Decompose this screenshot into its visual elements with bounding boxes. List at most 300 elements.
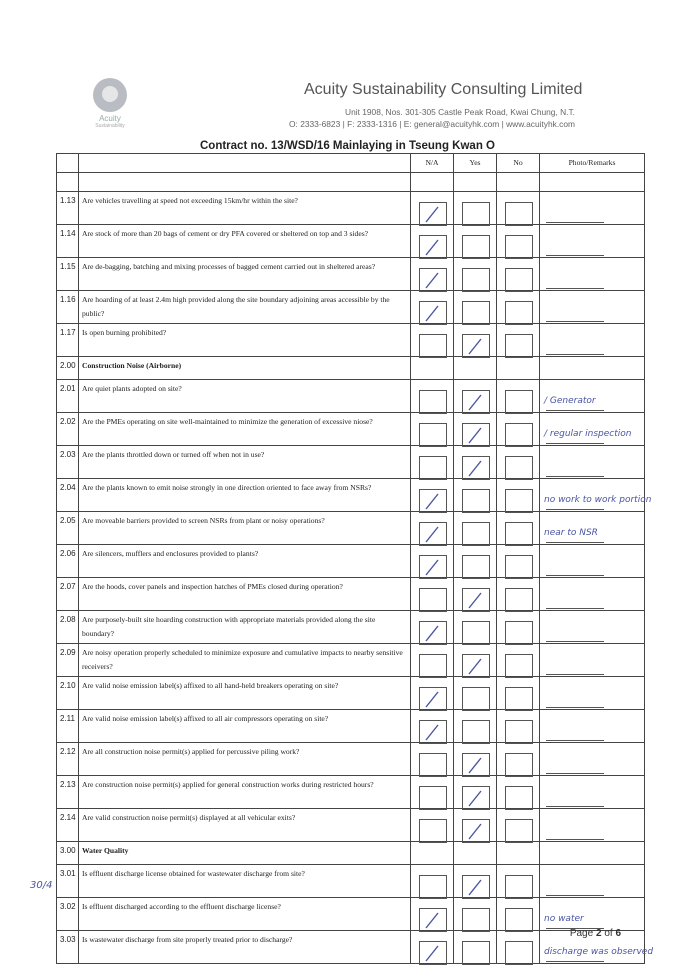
answer-cell-no xyxy=(497,291,540,324)
answer-cell-yes xyxy=(454,677,497,710)
answer-cell-no xyxy=(497,842,540,865)
item-question: Is effluent discharged according to the effluent discharge license? xyxy=(79,898,411,931)
item-question: Water Quality xyxy=(79,842,411,865)
tick-mark-icon xyxy=(420,236,446,258)
item-question: Are moveable barriers provided to screen NSRs from plant or noisy operations? xyxy=(79,512,411,545)
tick-mark-icon xyxy=(420,556,446,578)
page-total: 6 xyxy=(615,928,621,939)
item-number: 3.03 xyxy=(57,931,79,964)
section-heading-row xyxy=(57,357,645,380)
answer-cell-yes xyxy=(454,743,497,776)
item-question: Are vehicles travelling at speed not exceeding 15km/hr within the site? xyxy=(79,192,411,225)
remark-text: no work to work portion xyxy=(544,495,652,505)
logo-emblem-icon xyxy=(93,78,127,112)
checkbox-yes[interactable] xyxy=(462,786,490,810)
page-label: Page xyxy=(569,928,594,939)
checkbox-na[interactable] xyxy=(419,334,447,358)
checkbox-no[interactable] xyxy=(505,621,533,645)
checklist-row xyxy=(57,413,645,446)
checkbox-no[interactable] xyxy=(505,687,533,711)
company-name: Acuity Sustainability Consulting Limited xyxy=(304,81,583,98)
answer-cell-no xyxy=(497,865,540,898)
col-item xyxy=(79,154,411,173)
answer-cell-yes xyxy=(454,809,497,842)
col-na: N/A xyxy=(411,154,454,173)
remarks-cell xyxy=(540,611,645,644)
item-question: Are the plants throttled down or turned off when not in use? xyxy=(79,446,411,479)
answer-cell-na xyxy=(411,357,454,380)
remarks-line xyxy=(546,222,604,223)
answer-cell-na xyxy=(411,324,454,357)
remarks-cell xyxy=(540,446,645,479)
answer-cell-yes xyxy=(454,710,497,743)
answer-cell-na xyxy=(411,743,454,776)
checkbox-na[interactable] xyxy=(419,235,447,259)
checkbox-no[interactable] xyxy=(505,786,533,810)
remarks-cell xyxy=(540,776,645,809)
answer-cell-no xyxy=(497,357,540,380)
checkbox-no[interactable] xyxy=(505,423,533,447)
item-number: 1.16 xyxy=(57,291,79,324)
answer-cell-no xyxy=(497,380,540,413)
answer-cell-yes xyxy=(454,644,497,677)
checkbox-no[interactable] xyxy=(505,489,533,513)
remark-text: no water xyxy=(544,914,584,924)
checkbox-no[interactable] xyxy=(505,522,533,546)
page-number xyxy=(570,928,621,939)
remarks-cell xyxy=(540,578,645,611)
checklist-row xyxy=(57,710,645,743)
checkbox-na[interactable] xyxy=(419,621,447,645)
remarks-line xyxy=(546,674,604,675)
checkbox-yes[interactable] xyxy=(462,390,490,414)
checkbox-yes[interactable] xyxy=(462,720,490,744)
item-number: 1.14 xyxy=(57,225,79,258)
answer-cell-yes xyxy=(454,225,497,258)
answer-cell-no xyxy=(497,545,540,578)
answer-cell-no xyxy=(497,446,540,479)
checkbox-no[interactable] xyxy=(505,819,533,843)
remarks-line xyxy=(546,476,604,477)
answer-cell-no xyxy=(497,192,540,225)
item-number: 2.10 xyxy=(57,677,79,710)
item-number: 2.11 xyxy=(57,710,79,743)
answer-cell-yes xyxy=(454,512,497,545)
section-heading-row xyxy=(57,842,645,865)
checkbox-yes[interactable] xyxy=(462,875,490,899)
answer-cell-na xyxy=(411,842,454,865)
checkbox-na[interactable] xyxy=(419,522,447,546)
answer-cell-na xyxy=(411,931,454,964)
checkbox-na[interactable] xyxy=(419,654,447,678)
checkbox-yes[interactable] xyxy=(462,621,490,645)
answer-cell-na xyxy=(411,192,454,225)
answer-cell-no xyxy=(497,578,540,611)
tick-mark-icon xyxy=(420,942,446,964)
item-number: 3.00 xyxy=(57,842,79,865)
checklist-row xyxy=(57,258,645,291)
checkbox-no[interactable] xyxy=(505,202,533,226)
item-number: 2.05 xyxy=(57,512,79,545)
checkbox-no[interactable] xyxy=(505,456,533,480)
checklist-row xyxy=(57,324,645,357)
checkbox-na[interactable] xyxy=(419,555,447,579)
item-question: Are construction noise permit(s) applied for general construction works during restricted hours? xyxy=(79,776,411,809)
answer-cell-na xyxy=(411,512,454,545)
checkbox-yes[interactable] xyxy=(462,555,490,579)
remarks-cell xyxy=(540,357,645,380)
checkbox-na[interactable] xyxy=(419,268,447,292)
tick-mark-icon xyxy=(420,203,446,225)
remarks-line xyxy=(546,443,604,444)
remarks-line xyxy=(546,608,604,609)
contract-title: Contract no. 13/WSD/16 Mainlaying in Tseung Kwan O xyxy=(200,140,495,152)
item-number: 3.01 xyxy=(57,865,79,898)
checkbox-yes[interactable] xyxy=(462,588,490,612)
checklist-row xyxy=(57,743,645,776)
item-number: 2.01 xyxy=(57,380,79,413)
checklist-row xyxy=(57,931,645,964)
answer-cell-na xyxy=(411,809,454,842)
answer-cell-yes xyxy=(454,446,497,479)
answer-cell-yes xyxy=(454,578,497,611)
col-no: No xyxy=(497,154,540,173)
checkbox-no[interactable] xyxy=(505,875,533,899)
checkbox-yes[interactable] xyxy=(462,202,490,226)
item-number: 2.14 xyxy=(57,809,79,842)
item-question: Are quiet plants adopted on site? xyxy=(79,380,411,413)
item-question: Are the hoods, cover panels and inspection hatches of PMEs closed during operation? xyxy=(79,578,411,611)
answer-cell-na xyxy=(411,545,454,578)
remark-text: / regular inspection xyxy=(544,429,632,439)
answer-cell-yes xyxy=(454,931,497,964)
checklist-row xyxy=(57,291,645,324)
answer-cell-no xyxy=(497,776,540,809)
spacer-row xyxy=(57,173,645,192)
answer-cell-na xyxy=(411,578,454,611)
checkbox-yes[interactable] xyxy=(462,301,490,325)
remarks-cell xyxy=(540,545,645,578)
remarks-line xyxy=(546,288,604,289)
tick-mark-icon xyxy=(420,269,446,291)
item-number: 2.12 xyxy=(57,743,79,776)
remarks-cell xyxy=(540,512,645,545)
remarks-cell xyxy=(540,677,645,710)
answer-cell-na xyxy=(411,479,454,512)
remarks-line xyxy=(546,839,604,840)
checkbox-yes[interactable] xyxy=(462,753,490,777)
answer-cell-yes xyxy=(454,413,497,446)
tick-mark-icon xyxy=(463,335,489,357)
checkbox-na[interactable] xyxy=(419,390,447,414)
item-question: Are de-bagging, batching and mixing processes of bagged cement carried out in sheltered areas? xyxy=(79,258,411,291)
checkbox-na[interactable] xyxy=(419,819,447,843)
checklist-row xyxy=(57,225,645,258)
checkbox-no[interactable] xyxy=(505,301,533,325)
checkbox-yes[interactable] xyxy=(462,334,490,358)
checklist-row xyxy=(57,898,645,931)
tick-mark-icon xyxy=(463,787,489,809)
remarks-cell xyxy=(540,644,645,677)
checkbox-no[interactable] xyxy=(505,941,533,965)
answer-cell-yes xyxy=(454,776,497,809)
remarks-line xyxy=(546,255,604,256)
checklist-row xyxy=(57,578,645,611)
checklist-row xyxy=(57,545,645,578)
checkbox-na[interactable] xyxy=(419,588,447,612)
tick-mark-icon xyxy=(463,876,489,898)
answer-cell-no xyxy=(497,258,540,291)
remarks-line xyxy=(546,740,604,741)
answer-cell-yes xyxy=(454,192,497,225)
remarks-cell xyxy=(540,291,645,324)
item-question: Are all construction noise permit(s) applied for percussive piling work? xyxy=(79,743,411,776)
answer-cell-na xyxy=(411,413,454,446)
remarks-cell xyxy=(540,324,645,357)
answer-cell-yes xyxy=(454,611,497,644)
answer-cell-yes xyxy=(454,380,497,413)
checkbox-no[interactable] xyxy=(505,753,533,777)
answer-cell-no xyxy=(497,931,540,964)
checkbox-no[interactable] xyxy=(505,555,533,579)
remark-text: discharge was observed xyxy=(544,947,654,957)
checkbox-na[interactable] xyxy=(419,786,447,810)
checkbox-yes[interactable] xyxy=(462,522,490,546)
checkbox-na[interactable] xyxy=(419,456,447,480)
remarks-line xyxy=(546,806,604,807)
answer-cell-yes xyxy=(454,545,497,578)
remarks-cell xyxy=(540,809,645,842)
answer-cell-no xyxy=(497,898,540,931)
answer-cell-no xyxy=(497,809,540,842)
checklist-row xyxy=(57,809,645,842)
tick-mark-icon xyxy=(420,490,446,512)
remarks-cell xyxy=(540,743,645,776)
item-number: 1.17 xyxy=(57,324,79,357)
answer-cell-yes xyxy=(454,258,497,291)
checkbox-yes[interactable] xyxy=(462,819,490,843)
remarks-line xyxy=(546,641,604,642)
answer-cell-na xyxy=(411,258,454,291)
tick-mark-icon xyxy=(463,820,489,842)
remarks-line xyxy=(546,410,604,411)
col-number xyxy=(57,154,79,173)
item-question: Are stock of more than 20 bags of cement or dry PFA covered or sheltered on top and 3 sides? xyxy=(79,225,411,258)
tick-mark-icon xyxy=(420,523,446,545)
item-number: 1.15 xyxy=(57,258,79,291)
tick-mark-icon xyxy=(420,688,446,710)
remark-text: near to NSR xyxy=(544,528,598,538)
answer-cell-no xyxy=(497,479,540,512)
answer-cell-yes xyxy=(454,479,497,512)
item-number: 2.00 xyxy=(57,357,79,380)
answer-cell-na xyxy=(411,446,454,479)
logo-text: Acuity xyxy=(99,114,121,123)
checklist-row xyxy=(57,479,645,512)
checkbox-na[interactable] xyxy=(419,720,447,744)
handwritten-note: 30/4 xyxy=(30,880,53,891)
logo-subtext: Sustainability xyxy=(95,123,125,129)
answer-cell-na xyxy=(411,776,454,809)
checkbox-na[interactable] xyxy=(419,202,447,226)
item-question: Are silencers, mufflers and enclosures provided to plants? xyxy=(79,545,411,578)
answer-cell-no xyxy=(497,512,540,545)
col-yes: Yes xyxy=(454,154,497,173)
item-question: Are valid noise emission label(s) affixed to all air compressors operating on site? xyxy=(79,710,411,743)
item-number: 3.02 xyxy=(57,898,79,931)
item-question: Is open burning prohibited? xyxy=(79,324,411,357)
answer-cell-na xyxy=(411,677,454,710)
answer-cell-yes xyxy=(454,898,497,931)
remarks-cell xyxy=(540,865,645,898)
remarks-cell xyxy=(540,192,645,225)
checkbox-no[interactable] xyxy=(505,588,533,612)
item-question: Is effluent discharge license obtained for wastewater discharge from site? xyxy=(79,865,411,898)
page-current: 2 xyxy=(595,928,602,939)
tick-mark-icon xyxy=(463,655,489,677)
answer-cell-no xyxy=(497,743,540,776)
item-number: 2.09 xyxy=(57,644,79,677)
answer-cell-no xyxy=(497,413,540,446)
tick-mark-icon xyxy=(463,754,489,776)
item-question: Are noisy operation properly scheduled to minimize exposure and cumulative impacts to nearby sensitive receivers? xyxy=(79,644,411,677)
company-address: Unit 1908, Nos. 301-305 Castle Peak Road, Kwai Chung, N.T. xyxy=(345,107,575,117)
checklist-table xyxy=(56,153,654,964)
remarks-line xyxy=(546,354,604,355)
answer-cell-no xyxy=(497,324,540,357)
checkbox-na[interactable] xyxy=(419,489,447,513)
checkbox-na[interactable] xyxy=(419,687,447,711)
checklist-row xyxy=(57,512,645,545)
remarks-cell xyxy=(540,710,645,743)
item-question: Are valid construction noise permit(s) displayed at all vehicular exits? xyxy=(79,809,411,842)
checkbox-yes[interactable] xyxy=(462,908,490,932)
checkbox-yes[interactable] xyxy=(462,489,490,513)
remarks-line xyxy=(546,542,604,543)
company-address-block xyxy=(289,106,575,130)
remarks-cell xyxy=(540,225,645,258)
checklist-row xyxy=(57,865,645,898)
remarks-cell xyxy=(540,258,645,291)
checkbox-no[interactable] xyxy=(505,268,533,292)
tick-mark-icon xyxy=(463,457,489,479)
item-number: 2.08 xyxy=(57,611,79,644)
answer-cell-na xyxy=(411,611,454,644)
item-question: Construction Noise (Airborne) xyxy=(79,357,411,380)
item-question: Is wastewater discharge from site properly treated prior to discharge? xyxy=(79,931,411,964)
answer-cell-na xyxy=(411,380,454,413)
answer-cell-no xyxy=(497,677,540,710)
col-remarks: Photo/Remarks xyxy=(540,154,645,173)
remarks-cell xyxy=(540,413,645,446)
checkbox-yes[interactable] xyxy=(462,941,490,965)
answer-cell-no xyxy=(497,644,540,677)
item-number: 2.13 xyxy=(57,776,79,809)
answer-cell-yes xyxy=(454,842,497,865)
remarks-line xyxy=(546,961,604,962)
remarks-cell xyxy=(540,479,652,512)
answer-cell-no xyxy=(497,710,540,743)
remarks-line xyxy=(546,773,604,774)
remarks-cell xyxy=(540,898,645,931)
checklist-row xyxy=(57,611,645,644)
item-question: Are valid noise emission label(s) affixed to all hand-held breakers operating on site? xyxy=(79,677,411,710)
table-header-row xyxy=(57,154,645,173)
checkbox-no[interactable] xyxy=(505,390,533,414)
checkbox-na[interactable] xyxy=(419,301,447,325)
answer-cell-yes xyxy=(454,865,497,898)
checkbox-yes[interactable] xyxy=(462,268,490,292)
remarks-cell xyxy=(540,380,645,413)
answer-cell-yes xyxy=(454,324,497,357)
item-number: 2.06 xyxy=(57,545,79,578)
item-number: 2.04 xyxy=(57,479,79,512)
checkbox-na[interactable] xyxy=(419,908,447,932)
tick-mark-icon xyxy=(463,391,489,413)
checkbox-yes[interactable] xyxy=(462,235,490,259)
remarks-line xyxy=(546,707,604,708)
item-question: Are the PMEs operating on site well-maintained to minimize the generation of excessive niose? xyxy=(79,413,411,446)
answer-cell-na xyxy=(411,710,454,743)
checkbox-na[interactable] xyxy=(419,875,447,899)
tick-mark-icon xyxy=(463,589,489,611)
tick-mark-icon xyxy=(420,622,446,644)
tick-mark-icon xyxy=(420,909,446,931)
checkbox-yes[interactable] xyxy=(462,654,490,678)
checklist-row xyxy=(57,677,645,710)
checkbox-no[interactable] xyxy=(505,720,533,744)
item-question: Are hoarding of at least 2.4m high provided along the site boundary adjoining areas accessible by the public? xyxy=(79,291,411,324)
checklist-row xyxy=(57,380,645,413)
checkbox-na[interactable] xyxy=(419,423,447,447)
company-contact: O: 2333-6823 | F: 2333-1316 | E: general@acuityhk.com | www.acuityhk.com xyxy=(289,119,575,129)
checkbox-yes[interactable] xyxy=(462,687,490,711)
item-number: 2.02 xyxy=(57,413,79,446)
checklist-row xyxy=(57,644,645,677)
checkbox-yes[interactable] xyxy=(462,423,490,447)
item-question: Are purposely-built site hoarding construction with appropriate materials provided along the site boundary? xyxy=(79,611,411,644)
item-number: 2.03 xyxy=(57,446,79,479)
remarks-line xyxy=(546,575,604,576)
checkbox-no[interactable] xyxy=(505,654,533,678)
answer-cell-na xyxy=(411,225,454,258)
answer-cell-yes xyxy=(454,357,497,380)
answer-cell-yes xyxy=(454,291,497,324)
answer-cell-na xyxy=(411,898,454,931)
checkbox-no[interactable] xyxy=(505,908,533,932)
company-logo xyxy=(80,78,140,156)
item-question: Are the plants known to emit noise strongly in one direction oriented to face away from NSRs? xyxy=(79,479,411,512)
checkbox-na[interactable] xyxy=(419,941,447,965)
answer-cell-na xyxy=(411,644,454,677)
checklist-row xyxy=(57,446,645,479)
remarks-line xyxy=(546,321,604,322)
checkbox-no[interactable] xyxy=(505,235,533,259)
answer-cell-na xyxy=(411,865,454,898)
checkbox-na[interactable] xyxy=(419,753,447,777)
remarks-cell xyxy=(540,842,645,865)
tick-mark-icon xyxy=(463,424,489,446)
answer-cell-no xyxy=(497,225,540,258)
remarks-line xyxy=(546,895,604,896)
item-number: 2.07 xyxy=(57,578,79,611)
item-number: 1.13 xyxy=(57,192,79,225)
checklist-row xyxy=(57,192,645,225)
checkbox-yes[interactable] xyxy=(462,456,490,480)
remark-text: / Generator xyxy=(544,396,596,406)
tick-mark-icon xyxy=(420,302,446,324)
checkbox-no[interactable] xyxy=(505,334,533,358)
